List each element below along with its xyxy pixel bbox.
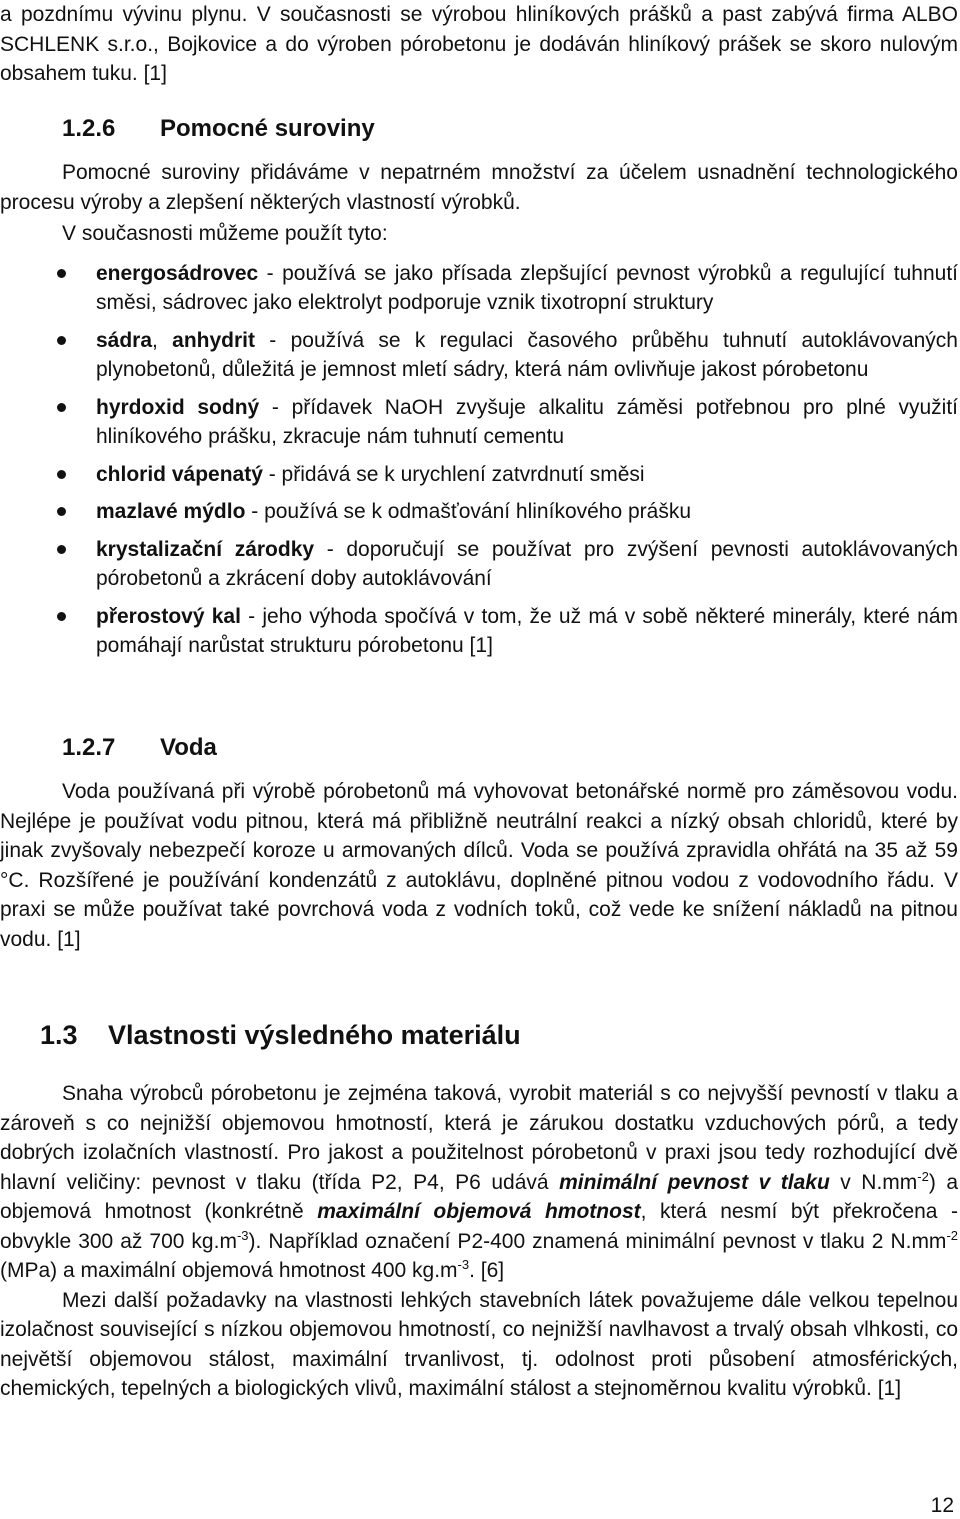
- section-1-2-7: [0, 733, 958, 954]
- section-1-3: [0, 1018, 958, 1404]
- text-run: (MPa) a maximální objemová hmotnost 400 kg.m: [0, 1259, 458, 1282]
- list-item: [0, 460, 958, 490]
- paragraph: Voda používaná při výrobě pórobetonů má vyhovovat betonářské normě pro záměsovou vodu. Nejlépe je používat vodu pitnou, která má přibližně neutrální reakci a nízký obsah chloridů, které by jinak zvyšovaly nebezpečí koroze u armovaných dílců. Voda se používá zpravidla ohřátá na 35 až 59 °C. Rozšířené je používání kondenzátů z autoklávu, doplněné pitnou vodou z vodovodního řádu. V praxi se může používat také povrchová voda z vodních toků, což vede ke snížení nákladů na pitnou vodu. [1]: [0, 780, 958, 951]
- section-number: 1.2.6: [62, 115, 116, 142]
- section-title: Vlastnosti výsledného materiálu: [108, 1020, 521, 1050]
- list-separator: ,: [152, 328, 173, 352]
- paragraph: Mezi další požadavky na vlastnosti lehkých stavebních látek považujeme dále velkou tepelnou izolačnost související s nízkou objemovou hmotností, co nejnižší navlhavost a trvalý obsah vlhkosti, co největší objemovou stálost, maximální trvanlivost, tj. odolnost proti působení atmosférických, chemických, tepelných a biologických vlivů, maximální stálost a stejnoměrnou kvalitu výrobků. [1]: [0, 1288, 958, 1400]
- list-term: mazlavé mýdlo: [96, 500, 246, 523]
- list-text: - přídavek NaOH zvyšuje alkalitu záměsi potřebnou pro plné využití hliníkového prášku, zkracuje nám tuhnutí cementu: [96, 395, 958, 448]
- section-title: Pomocné suroviny: [160, 115, 375, 142]
- list-text: - přidává se k urychlení zatvrdnutí směsi: [262, 462, 645, 486]
- superscript: -2: [917, 1168, 929, 1184]
- section-number: 1.2.7: [62, 734, 116, 761]
- list-item: [0, 393, 958, 452]
- section-heading: [0, 733, 958, 763]
- superscript: -3: [236, 1227, 249, 1243]
- list-term: sádra: [96, 328, 153, 352]
- list-term: přerostový kal: [96, 604, 241, 628]
- text-run: ). Například označení P2-400 znamená minimální pevnost v tlaku 2 N.mm: [248, 1229, 947, 1253]
- text-run: . [6]: [469, 1259, 505, 1282]
- paragraph: Pomocné suroviny přidáváme v nepatrném množství za účelem usnadnění technologického procesu výroby a zlepšení některých vlastností výrobků.: [0, 161, 958, 214]
- list-item: [0, 326, 958, 385]
- list-text: - používá se jako přísada zlepšující pevnost výrobků a regulující tuhnutí směsi, sádrovec jako elektrolyt podporuje vznik tixotropní struktury: [96, 261, 958, 314]
- intro-paragraph: a pozdnímu vývinu plynu. V současnosti se výrobou hliníkových prášků a past zabývá firma ALBO SCHLENK s.r.o., Bojkovice a do výroben pórobetonu je dodáván hliníkový prášek se skoro nulovým obsahem tuku. [1]: [0, 3, 958, 85]
- superscript: -3: [457, 1257, 470, 1272]
- text-run: Snaha výrobců pórobetonu je zejména taková, vyrobit materiál s co nejvyšší pevností v tlaku a zároveň s co nejnižší objemovou hmotností, která je zárukou dostatku vzduchových pórů, a tedy dobrých izolačních vlastností. Pro jakost a použitelnost pórobetonů v praxi jsou tedy rozhodující dvě hlavní veličiny: pevnost v tlaku (třída P2, P4, P6 udává: [0, 1082, 958, 1194]
- section-1-2-6: [0, 114, 958, 669]
- paragraph: V současnosti můžeme použít tyto:: [62, 222, 388, 245]
- section-number: 1.3: [40, 1020, 78, 1050]
- bullet-icon: [57, 403, 66, 412]
- bullet-icon: [57, 470, 66, 479]
- list-item: [0, 497, 958, 527]
- bullet-icon: [57, 336, 66, 345]
- list-text: - používá se k regulaci časového průběhu tuhnutí autoklávovaných plynobetonů, důležitá je jemnost mletí sádry, která nám ovlivňuje jakost pórobetonu: [96, 328, 958, 381]
- list-item: [0, 602, 958, 661]
- section-heading: [0, 1018, 958, 1052]
- bullet-icon: [57, 269, 66, 278]
- text-run: ) a objemová hmotnost (konkrétně: [0, 1170, 958, 1223]
- list-text: - jeho výhoda spočívá v tom, že už má v sobě některé minerály, které nám pomáhají narůstat strukturu pórobetonu [1]: [96, 604, 958, 657]
- list-term: krystalizační zárodky: [96, 537, 315, 561]
- additives-list: [0, 259, 958, 661]
- list-term: chlorid vápenatý: [96, 462, 263, 486]
- list-text: - používá se k odmašťování hliníkového prášku: [245, 500, 692, 523]
- bullet-icon: [57, 612, 66, 621]
- list-term: hyrdoxid sodný: [96, 395, 260, 419]
- list-term: anhydrit: [172, 328, 256, 352]
- bullet-icon: [57, 507, 66, 516]
- emphasis: minimální pevnost v tlaku: [559, 1170, 830, 1194]
- list-term: energosádrovec: [96, 261, 259, 285]
- page-number: 12: [930, 1494, 954, 1517]
- superscript: -2: [946, 1227, 958, 1243]
- text-run: v N.mm: [829, 1170, 918, 1194]
- emphasis: maximální objemová hmotnost: [317, 1200, 641, 1223]
- paragraph: [0, 1079, 958, 1286]
- section-title: Voda: [160, 734, 217, 761]
- list-item: [0, 535, 958, 594]
- list-text: - doporučují se používat pro zvýšení pevnosti autoklávovaných pórobetonů a zkrácení doby autoklávování: [96, 537, 958, 590]
- bullet-icon: [57, 545, 66, 554]
- text-run: , která nesmí být překročena - obvykle 300 až 700 kg.m: [0, 1200, 959, 1253]
- list-item: [0, 259, 958, 318]
- section-heading: [0, 114, 958, 144]
